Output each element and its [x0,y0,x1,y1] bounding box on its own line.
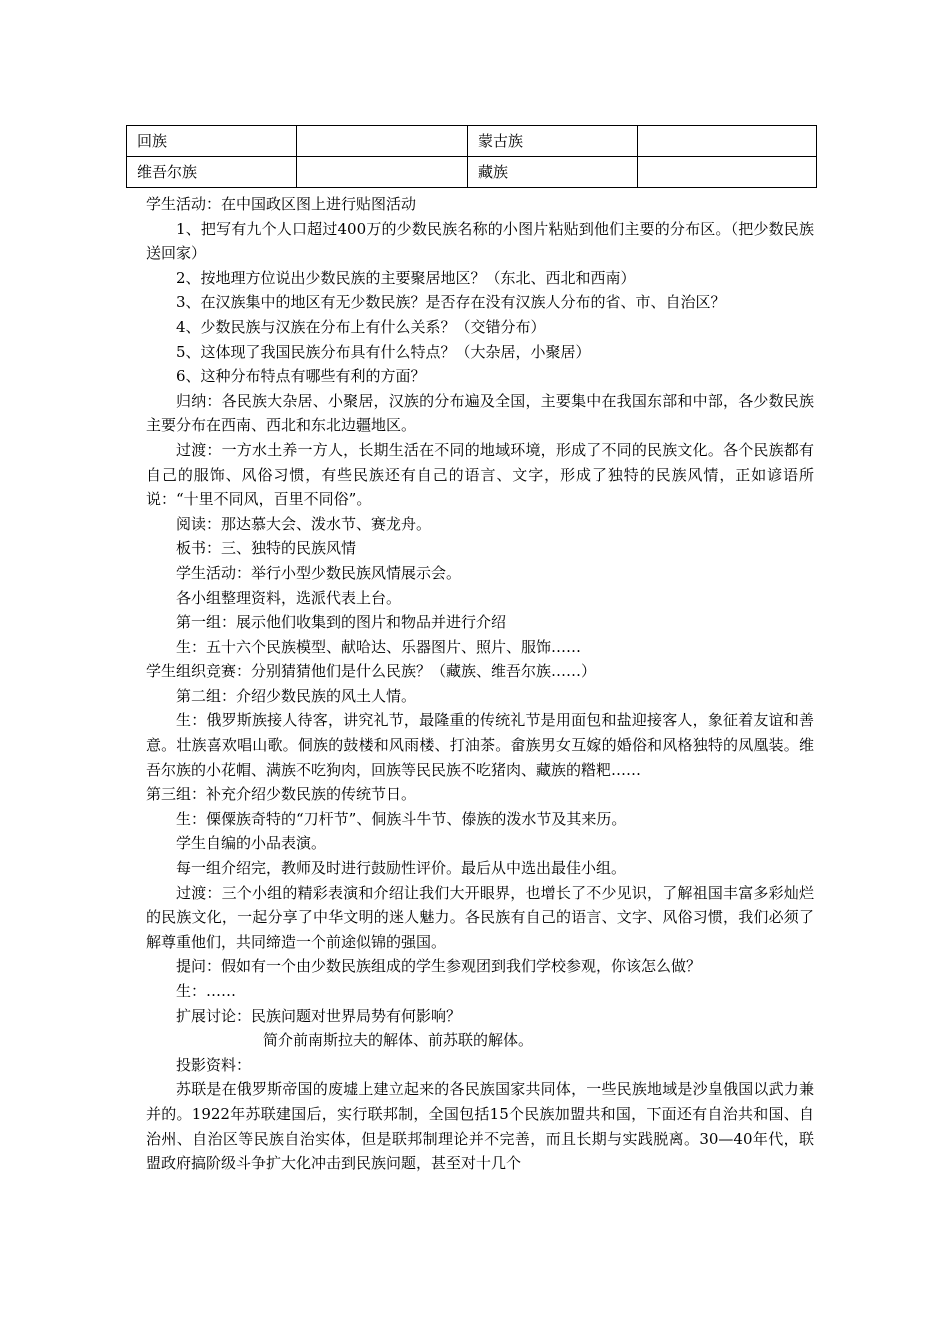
table-cell: 蒙古族 [468,126,638,157]
paragraph: 板书：三、独特的民族风情 [176,539,357,558]
paragraph: 学生组织竞赛：分别猜猜他们是什么民族？（藏族、维吾尔族……） [146,662,597,681]
ethnic-group-table-body [127,126,817,188]
table-row [127,126,817,157]
table-cell [297,157,468,188]
lesson-body [146,192,814,1176]
paragraph: 过渡：三个小组的精彩表演和介绍让我们大开眼界，也增长了不少见识，了解祖国丰富多彩灿烂的民族文化，一起分享了中华文明的迷人魅力。各民族有自己的语言、文字、风俗习惯，我们必须了解尊重他们，共同缔造一个前途似锦的强国。 [146,883,814,951]
paragraph: 生：傈僳族奇特的“刀杆节”、侗族斗牛节、傣族的泼水节及其来历。 [176,809,627,828]
paragraph: 3、在汉族集中的地区有无少数民族？是否存在没有汉族人分布的省、市、自治区？ [176,293,726,312]
paragraph: 苏联是在俄罗斯帝国的废墟上建立起来的各民族国家共同体，一些民族地域是沙皇俄国以武力兼并的。1922年苏联建国后，实行联邦制，全国包括15个民族加盟共和国，下面还有自治共和国、自治州、自治区等民族自治实体，但是联邦制理论并不完善，而且长期与实践脱离。30—40年代，联盟政府搞阶级斗争扩大化冲击到民族问题，甚至对十几个 [146,1080,814,1173]
table-cell: 回族 [127,126,297,157]
paragraph: 学生自编的小品表演。 [176,834,327,853]
table-row [127,157,817,188]
table-cell [638,126,817,157]
table-cell: 藏族 [468,157,638,188]
table-cell [297,126,468,157]
paragraph: 归纳：各民族大杂居、小聚居，汉族的分布遍及全国，主要集中在我国东部和中部，各少数民族主要分布在西南、西北和东北边疆地区。 [146,391,814,435]
paragraph: 各小组整理资料，选派代表上台。 [176,588,402,607]
paragraph: 2、按地理方位说出少数民族的主要聚居地区？（东北、西北和西南） [176,268,636,287]
paragraph: 第三组：补充介绍少数民族的传统节日。 [146,785,417,804]
paragraph: 6、这种分布特点有哪些有利的方面？ [176,367,426,386]
paragraph: 生：…… [176,982,237,1000]
paragraph: 生：俄罗斯族接人待客，讲究礼节，最隆重的传统礼节是用面包和盐迎接客人，象征着友谊和善意。壮族喜欢唱山歌。侗族的鼓楼和风雨楼、打油茶。畲族男女互嫁的婚俗和风格独特的凤凰装。维吾尔族的小花帽、满族不吃狗肉，回族等民民族不吃猪肉、藏族的糌粑…… [146,711,814,779]
paragraph: 生：五十六个民族模型、献哈达、乐器图片、照片、服饰…… [176,637,582,656]
paragraph: 学生活动：在中国政区图上进行贴图活动 [146,195,417,213]
paragraph: 4、少数民族与汉族在分布上有什么关系？（交错分布） [176,317,546,336]
paragraph: 过渡：一方水土养一方人，长期生活在不同的地域环境，形成了不同的民族文化。各个民族都有自己的服饰、风俗习惯，有些民族还有自己的语言、文字，形成了独特的民族风情，正如谚语所说：“十里不同风，百里不同俗”。 [146,440,814,509]
table-cell: 维吾尔族 [127,157,297,188]
paragraph: 第二组：介绍少数民族的风土人情。 [176,686,417,705]
paragraph: 投影资料： [176,1055,252,1074]
paragraph: 提问：假如有一个由少数民族组成的学生参观团到我们学校参观，你该怎么做？ [176,957,702,976]
table-cell [638,157,817,188]
paragraph: 1、把写有九个人口超过400万的少数民族名称的小图片粘贴到他们主要的分布区。（把少数民族送回家） [146,219,814,263]
paragraph: 简介前南斯拉夫的解体、前苏联的解体。 [263,1031,534,1050]
paragraph: 学生活动：举行小型少数民族风情展示会。 [176,563,462,582]
paragraph: 扩展讨论：民族问题对世界局势有何影响？ [176,1006,462,1025]
paragraph: 每一组介绍完，教师及时进行鼓励性评价。最后从中选出最佳小组。 [176,859,627,878]
paragraph: 阅读：那达慕大会、泼水节、赛龙舟。 [176,514,432,533]
ethnic-group-table [126,125,817,188]
paragraph: 第一组：展示他们收集到的图片和物品并进行介绍 [176,613,507,632]
paragraph: 5、这体现了我国民族分布具有什么特点？（大杂居，小聚居） [176,342,591,361]
